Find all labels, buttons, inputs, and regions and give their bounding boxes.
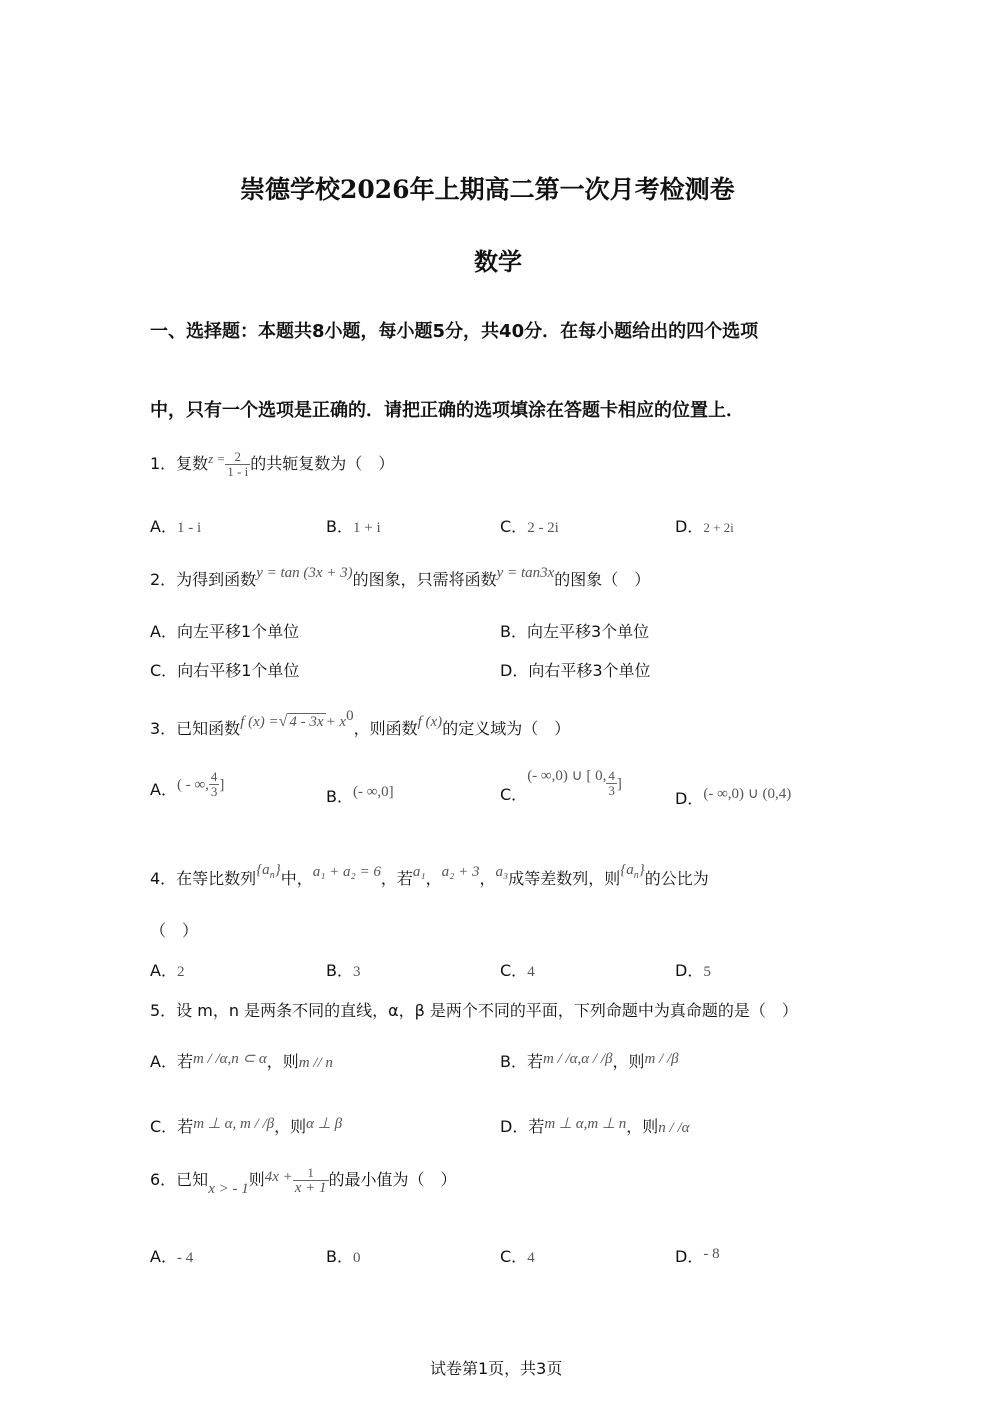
- option-label: A．: [150, 780, 177, 799]
- q4-seq-close: }: [638, 862, 645, 878]
- option-label: C．: [150, 661, 178, 680]
- option-label: A．: [150, 622, 177, 641]
- q4-term-a2: a₂ + 3: [441, 864, 480, 880]
- option-condition: m / /α,n ⊂ α: [192, 1051, 267, 1067]
- q5-option-a[interactable]: [150, 1049, 333, 1072]
- q6-prefix: 6．已知: [150, 1170, 209, 1189]
- option-pre: 若: [177, 1117, 194, 1136]
- exam-subject: 数学: [474, 247, 522, 276]
- question-2-stem: [150, 565, 650, 590]
- option-label: B．: [326, 517, 353, 536]
- q4-seq-sub: n: [633, 870, 639, 881]
- q2-option-b[interactable]: [500, 619, 649, 642]
- option-condition: m / /α,α / /β: [543, 1051, 613, 1067]
- q6-mid: 则: [248, 1170, 265, 1189]
- q4-option-d[interactable]: [675, 958, 711, 981]
- option-text: 5: [703, 964, 711, 980]
- q6-expression: 4x +: [264, 1169, 293, 1185]
- q1-denominator: 1 - i: [227, 464, 249, 479]
- q3-option-a[interactable]: [150, 770, 224, 800]
- q3-function-tail: + x: [325, 714, 347, 730]
- question-1-stem: [150, 450, 394, 479]
- q1-suffix: 的共轭复数为（ ）: [250, 454, 395, 473]
- option-text: 向左平移3个单位: [526, 622, 650, 641]
- q1-option-b[interactable]: [326, 514, 381, 537]
- q3-mid: ，则函数: [353, 719, 418, 738]
- q6-fraction: [293, 1166, 329, 1195]
- q5-option-d[interactable]: [500, 1114, 690, 1137]
- option-label: D．: [675, 789, 704, 808]
- q1-option-d[interactable]: [675, 514, 734, 537]
- option-text: (- ∞,0) ∪ (0,4): [703, 786, 792, 802]
- option-pre: 若: [176, 1052, 193, 1071]
- option-text: 0: [352, 1250, 361, 1266]
- option-fraction: [606, 769, 617, 798]
- q2-option-d[interactable]: [500, 658, 651, 681]
- q3-option-c[interactable]: [500, 766, 622, 805]
- option-interval-end: ]: [616, 776, 622, 792]
- q2-suffix: 的图象（ ）: [554, 570, 651, 589]
- q5-option-c[interactable]: [150, 1114, 342, 1137]
- option-pre: 若: [528, 1117, 545, 1136]
- option-label: B．: [326, 787, 353, 806]
- q4-p5: 的公比为: [644, 869, 709, 888]
- q6-condition: x > - 1: [208, 1181, 249, 1197]
- q2-prefix: 2．为得到函数: [150, 570, 257, 589]
- q4-seq-close: }: [274, 862, 281, 878]
- section-instruction-line2: 中，只有一个选项是正确的．请把正确的选项填涂在答题卡相应的位置上．: [150, 400, 744, 421]
- option-mid: ，则: [626, 1117, 659, 1136]
- question-6-stem: [150, 1166, 457, 1198]
- q4-p4: 成等差数列，则: [508, 869, 621, 888]
- q3-option-b[interactable]: [326, 784, 394, 807]
- q4-option-a[interactable]: [150, 958, 184, 981]
- q6-numerator: 1: [307, 1165, 314, 1180]
- option-label: A．: [150, 1247, 177, 1266]
- page-number: 试卷第1页，共3页: [430, 1359, 563, 1378]
- q2-target-function: y = tan (3x + 3): [256, 565, 353, 581]
- option-text: 1 + i: [352, 520, 381, 536]
- question-5-stem: 5．设 m，n 是两条不同的直线，α，β 是两个不同的平面，下列命题中为真命题的是（ ）: [150, 1001, 798, 1020]
- option-denominator: 3: [210, 784, 218, 799]
- q2-mid: 的图象，只需将函数: [352, 570, 497, 589]
- q3-sqrt: √ 4 - 3x: [278, 713, 324, 730]
- q1-option-a[interactable]: [150, 514, 201, 537]
- option-label: A．: [150, 517, 177, 536]
- option-condition: m ⊥ α,m ⊥ n: [544, 1116, 627, 1132]
- option-text: 2 - 2i: [527, 520, 559, 536]
- q1-numerator: 2: [234, 449, 241, 464]
- q6-option-b[interactable]: [326, 1244, 360, 1267]
- option-label: B．: [326, 1247, 353, 1266]
- option-text: 向左平移1个单位: [176, 622, 300, 641]
- option-denominator: 3: [608, 783, 615, 798]
- option-interval-start: (- ∞,0) ∪ [ 0,: [527, 768, 607, 784]
- option-text: - 4: [176, 1250, 194, 1266]
- option-label: B．: [326, 961, 353, 980]
- option-conclusion: n / /α: [658, 1120, 690, 1136]
- q4-term-a1: a₁: [412, 864, 426, 880]
- option-label: B．: [500, 1052, 527, 1071]
- question-3-stem: [150, 708, 570, 739]
- q2-source-function: y = tan3x: [496, 565, 555, 581]
- option-label: C．: [500, 785, 528, 804]
- q3-function-name: f (x): [417, 714, 443, 730]
- q6-option-d[interactable]: [675, 1244, 720, 1267]
- option-text: 向右平移3个单位: [528, 661, 651, 680]
- q4-answer-paren: （ ）: [150, 921, 199, 940]
- option-text: 1 - i: [176, 520, 202, 536]
- q3-function-lhs: f (x) =: [240, 714, 279, 730]
- q2-option-c[interactable]: [150, 658, 299, 681]
- option-conclusion: m / /β: [644, 1051, 679, 1067]
- q4-seq-open: {a: [256, 862, 270, 878]
- q4-option-c[interactable]: [500, 958, 535, 981]
- q5-option-b[interactable]: [500, 1049, 679, 1072]
- option-label: A．: [150, 1052, 177, 1071]
- option-pre: 若: [526, 1052, 543, 1071]
- option-text: 4: [527, 964, 535, 980]
- q6-suffix: 的最小值为（ ）: [328, 1170, 457, 1189]
- option-mid: ，则: [266, 1052, 299, 1071]
- option-text: (- ∞,0]: [352, 784, 394, 800]
- q3-suffix: 的定义域为（ ）: [442, 719, 571, 738]
- exam-title: 崇德学校2026年上期高二第一次月考检测卷: [240, 175, 735, 204]
- option-mid: ，则: [274, 1117, 307, 1136]
- q3-radicand: 4 - 3x: [289, 714, 324, 730]
- option-text: - 8: [703, 1246, 720, 1262]
- option-conclusion: α ⊥ β: [306, 1116, 343, 1132]
- option-label: C．: [500, 1247, 528, 1266]
- option-interval-start: ( - ∞,: [176, 777, 209, 793]
- option-fraction: [209, 770, 220, 799]
- option-label: B．: [500, 622, 527, 641]
- option-label: A．: [150, 961, 177, 980]
- q4-term-a3: a₃: [495, 864, 509, 880]
- q6-option-a[interactable]: [150, 1244, 193, 1267]
- q6-option-c[interactable]: [500, 1244, 535, 1267]
- q6-denominator: x + 1: [294, 1180, 327, 1196]
- option-label: D．: [675, 517, 704, 536]
- q4-option-b[interactable]: [326, 958, 360, 981]
- option-label: C．: [150, 1117, 178, 1136]
- option-label: D．: [500, 661, 529, 680]
- option-conclusion: m // n: [298, 1055, 333, 1071]
- option-label: D．: [675, 1247, 704, 1266]
- q4-sequence-2: [620, 862, 645, 881]
- q1-fraction: [225, 450, 250, 479]
- question-4-stem: [150, 862, 709, 889]
- option-label: C．: [500, 961, 528, 980]
- q4-comma1: ，: [425, 869, 442, 888]
- q3-option-d[interactable]: [675, 784, 791, 809]
- q4-equation: a₁ + a₂ = 6: [312, 864, 381, 880]
- option-text: 2 + 2i: [703, 520, 734, 535]
- option-numerator: 4: [608, 768, 615, 783]
- q3-prefix: 3．已知函数: [150, 719, 241, 738]
- q4-sequence: [256, 862, 281, 881]
- q4-seq-open: {a: [620, 862, 634, 878]
- q4-comma2: ，: [479, 869, 496, 888]
- option-text: 2: [176, 964, 185, 980]
- q1-option-c[interactable]: [500, 514, 559, 537]
- option-mid: ，则: [612, 1052, 645, 1071]
- option-interval-end: ]: [219, 777, 225, 793]
- option-numerator: 4: [210, 769, 218, 784]
- q4-p2: 中，: [280, 869, 313, 888]
- option-label: C．: [500, 517, 528, 536]
- section-instruction-line1: 一、选择题：本题共8小题，每小题5分，共40分．在每小题给出的四个选项: [150, 321, 759, 342]
- option-text: 4: [527, 1250, 535, 1266]
- q1-prefix: 1．复数: [150, 454, 209, 473]
- option-text: 3: [352, 964, 361, 980]
- option-text: 向右平移1个单位: [177, 661, 300, 680]
- option-label: D．: [500, 1117, 529, 1136]
- option-label: D．: [675, 961, 704, 980]
- q4-seq-sub: n: [269, 870, 275, 881]
- q4-p3: ，若: [380, 869, 413, 888]
- q4-prefix: 4．在等比数列: [150, 869, 257, 888]
- option-condition: m ⊥ α, m / /β: [193, 1116, 275, 1132]
- q1-variable: z =: [208, 451, 226, 466]
- q3-exponent: 0: [346, 708, 354, 724]
- q2-option-a[interactable]: [150, 619, 299, 642]
